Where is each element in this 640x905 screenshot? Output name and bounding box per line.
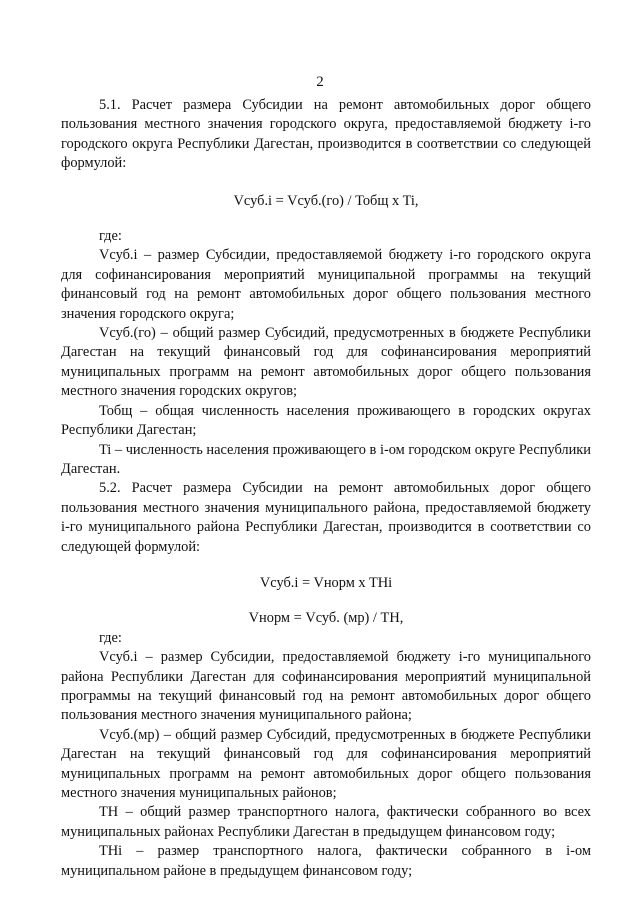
page-number: 2 [316,74,324,90]
definition-item: Vсуб.(го) – общий размер Субсидий, предусмотренных в бюджете Республики Дагестан на текущий финансовый год для софинансирования мероприятий муниципальных программ на ремонт автомобильных дорог общего пользования местного значения городских округов; [61,325,591,400]
definition-item: Vсуб.i – размер Субсидии, предоставляемой бюджету i-го муниципального района Республики Дагестан для софинансирования мероприятий муниципальной программы на текущий финансовый год на ремонт автомобильных дорог общего пользования местного значения муниципального района; [61,649,591,724]
section-5-1-intro: 5.1. Расчет размера Субсидии на ремонт автомобильных дорог общего пользования местного значения городского округа, предоставляемой бюджету i-го городского округа Республики Дагестан, производится в соответствии со следующей формулой: [61,97,591,172]
formula-subsidy-city: Vсуб.i = Vсуб.(го) / Тобщ x Ti, [233,192,419,209]
where-label: где: [99,228,122,245]
definition-item: TH – общий размер транспортного налога, фактически собранного во всех муниципальных районах Республики Дагестан в предыдущем финансовом году; [61,804,591,840]
where-label: где: [99,629,122,646]
document-body [61,96,591,881]
definition-item: Тобщ – общая численность населения проживающего в городских округах Республики Дагестан; [61,402,591,439]
section-5-2-intro: 5.2. Расчет размера Субсидии на ремонт автомобильных дорог общего пользования местного значения муниципального района, предоставляемой бюджету i-го муниципального района Республики Дагестан, производится в соответствии со следующей формулой: [61,480,591,555]
definition-item: Vсуб.(мр) – общий размер Субсидий, предусмотренных в бюджете Республики Дагестан на текущий финансовый год для софинансирования мероприятий муниципальных программ на ремонт автомобильных дорог общего пользования местного значения муниципальных районов; [61,726,591,801]
formula-subsidy-district: Vсуб.i = Vнорм x THi [259,574,393,591]
definition-item: Vсуб.i – размер Субсидии, предоставляемой бюджету i-го городского округа для софинансирования мероприятий муниципальной программы на текущий финансовый год на ремонт автомобильных дорог общего пользования местного значения городского округа; [61,247,591,322]
definition-item: Ti – численность населения проживающего в i-ом городском округе Республики Дагестан. [61,441,591,477]
definition-item: THi – размер транспортного налога, фактически собранного в i-ом муниципальном районе в предыдущем финансовом году; [61,843,591,879]
formula-norm: Vнорм = Vсуб. (мр) / TH, [248,610,404,627]
